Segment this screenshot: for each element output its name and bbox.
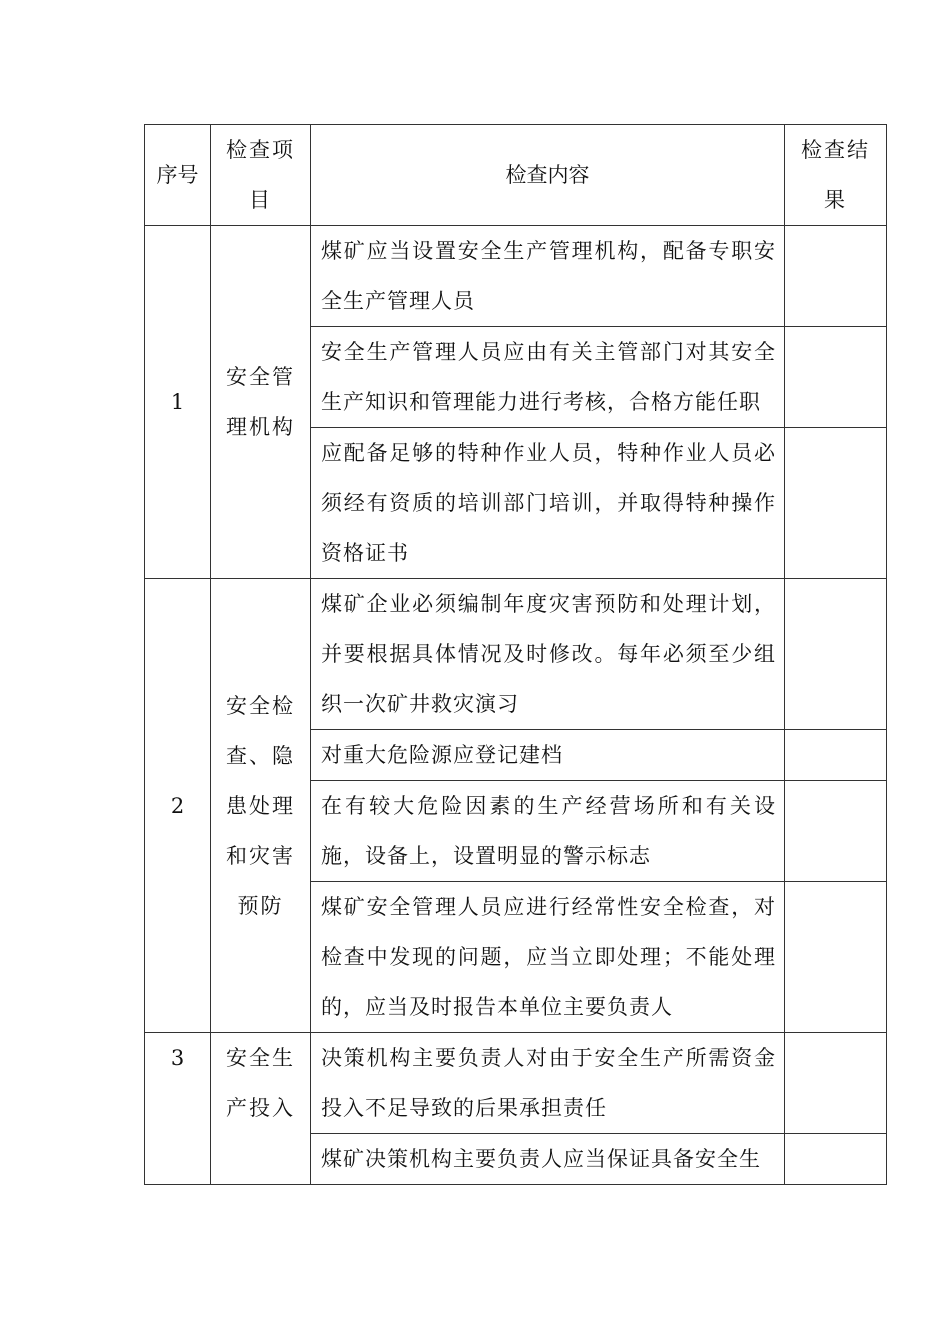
content-cell: 煤矿安全管理人员应进行经常性安全检查，对检查中发现的问题，应当立即处理；不能处理的，应当及时报告本单位主要负责人: [311, 882, 785, 1033]
seq-cell: 2: [145, 579, 211, 1033]
header-content: 检查内容: [311, 125, 785, 226]
seq-cell: 3: [145, 1033, 211, 1185]
header-row: [145, 125, 887, 226]
table-row: [145, 1033, 887, 1134]
result-cell[interactable]: [785, 428, 887, 579]
result-cell[interactable]: [785, 327, 887, 428]
content-cell: 在有较大危险因素的生产经营场所和有关设施，设备上，设置明显的警示标志: [311, 781, 785, 882]
result-cell[interactable]: [785, 1134, 887, 1185]
content-cell: 决策机构主要负责人对由于安全生产所需资金投入不足导致的后果承担责任: [311, 1033, 785, 1134]
result-cell[interactable]: [785, 579, 887, 730]
content-cell: 对重大危险源应登记建档: [311, 730, 785, 781]
content-cell: 安全生产管理人员应由有关主管部门对其安全生产知识和管理能力进行考核，合格方能任职: [311, 327, 785, 428]
header-item: 检查项目: [211, 125, 311, 226]
content-cell: 应配备足够的特种作业人员，特种作业人员必须经有资质的培训部门培训，并取得特种操作资格证书: [311, 428, 785, 579]
header-seq: 序号: [145, 125, 211, 226]
table-row: [145, 579, 887, 730]
content-cell: 煤矿应当设置安全生产管理机构，配备专职安全生产管理人员: [311, 226, 785, 327]
result-cell[interactable]: [785, 781, 887, 882]
item-cell: 安全管理机构: [211, 226, 311, 579]
result-cell[interactable]: [785, 1033, 887, 1134]
item-cell: 安全生产投入: [211, 1033, 311, 1185]
item-cell: 安全检查、隐患处理和灾害预防: [211, 579, 311, 1033]
result-cell[interactable]: [785, 226, 887, 327]
table-row: [145, 226, 887, 327]
result-cell[interactable]: [785, 730, 887, 781]
header-result: 检查结果: [785, 125, 887, 226]
inspection-checklist-table: [144, 124, 887, 1185]
seq-cell: 1: [145, 226, 211, 579]
content-cell: 煤矿企业必须编制年度灾害预防和处理计划，并要根据具体情况及时修改。每年必须至少组织一次矿井救灾演习: [311, 579, 785, 730]
content-cell: 煤矿决策机构主要负责人应当保证具备安全生: [311, 1134, 785, 1185]
result-cell[interactable]: [785, 882, 887, 1033]
